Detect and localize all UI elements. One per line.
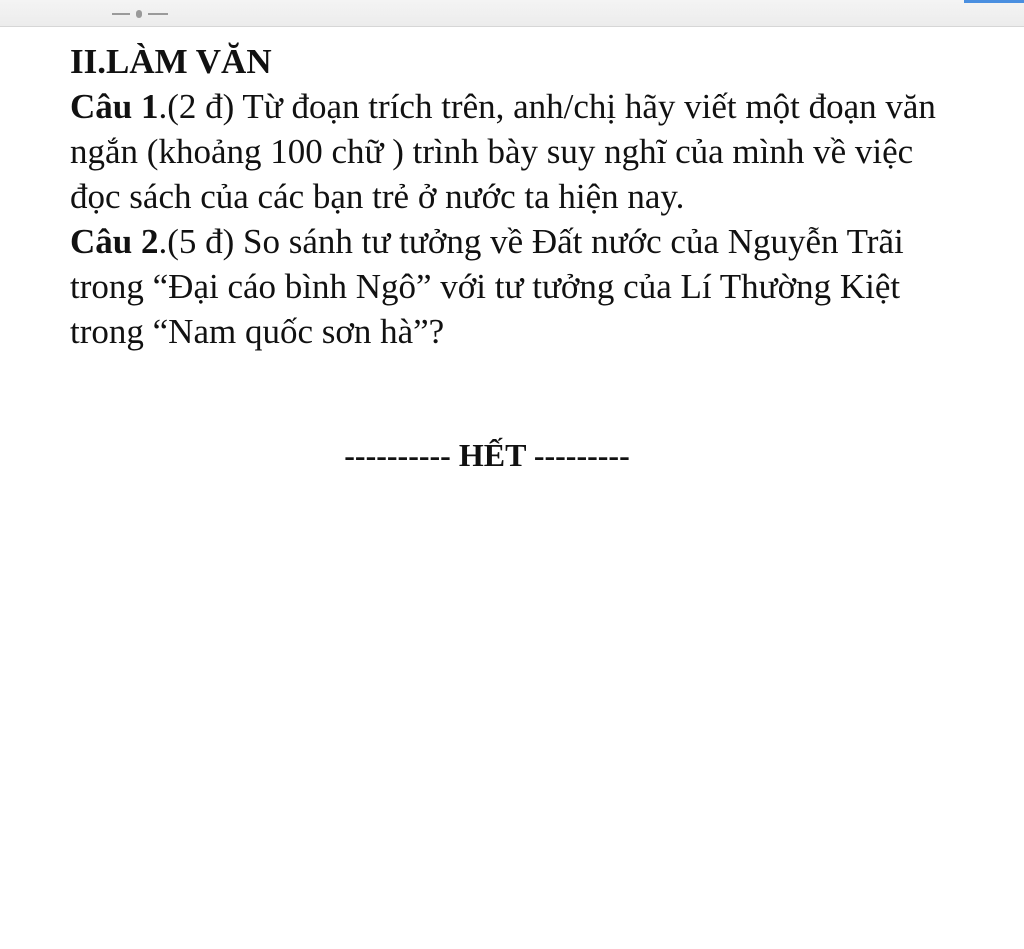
question-1	[70, 84, 950, 219]
scroll-indicator	[964, 0, 1024, 3]
question-1-body: .(2 đ) Từ đoạn trích trên, anh/chị hãy viết một đoạn văn ngắn (khoảng 100 chữ ) trình bày suy nghĩ của mình về việc đọc sách của các bạn trẻ ở nước ta hiện nay.	[70, 87, 936, 216]
end-marker: ---------- HẾT ---------	[344, 437, 630, 473]
question-2-body: .(5 đ) So sánh tư tưởng về Đất nước của Nguyễn Trãi trong “Đại cáo bình Ngô” với tư tưởng của Lí Thường Kiệt trong “Nam quốc sơn hà”?	[70, 222, 904, 351]
document-page	[0, 27, 1024, 949]
section-heading: II.LÀM VĂN	[70, 42, 272, 81]
question-1-label: Câu 1	[70, 87, 159, 126]
question-2-label: Câu 2	[70, 222, 159, 261]
page-content	[70, 39, 950, 354]
cropped-previous-line	[112, 8, 172, 20]
question-2	[70, 219, 950, 354]
viewer-top-bar	[0, 0, 1024, 27]
